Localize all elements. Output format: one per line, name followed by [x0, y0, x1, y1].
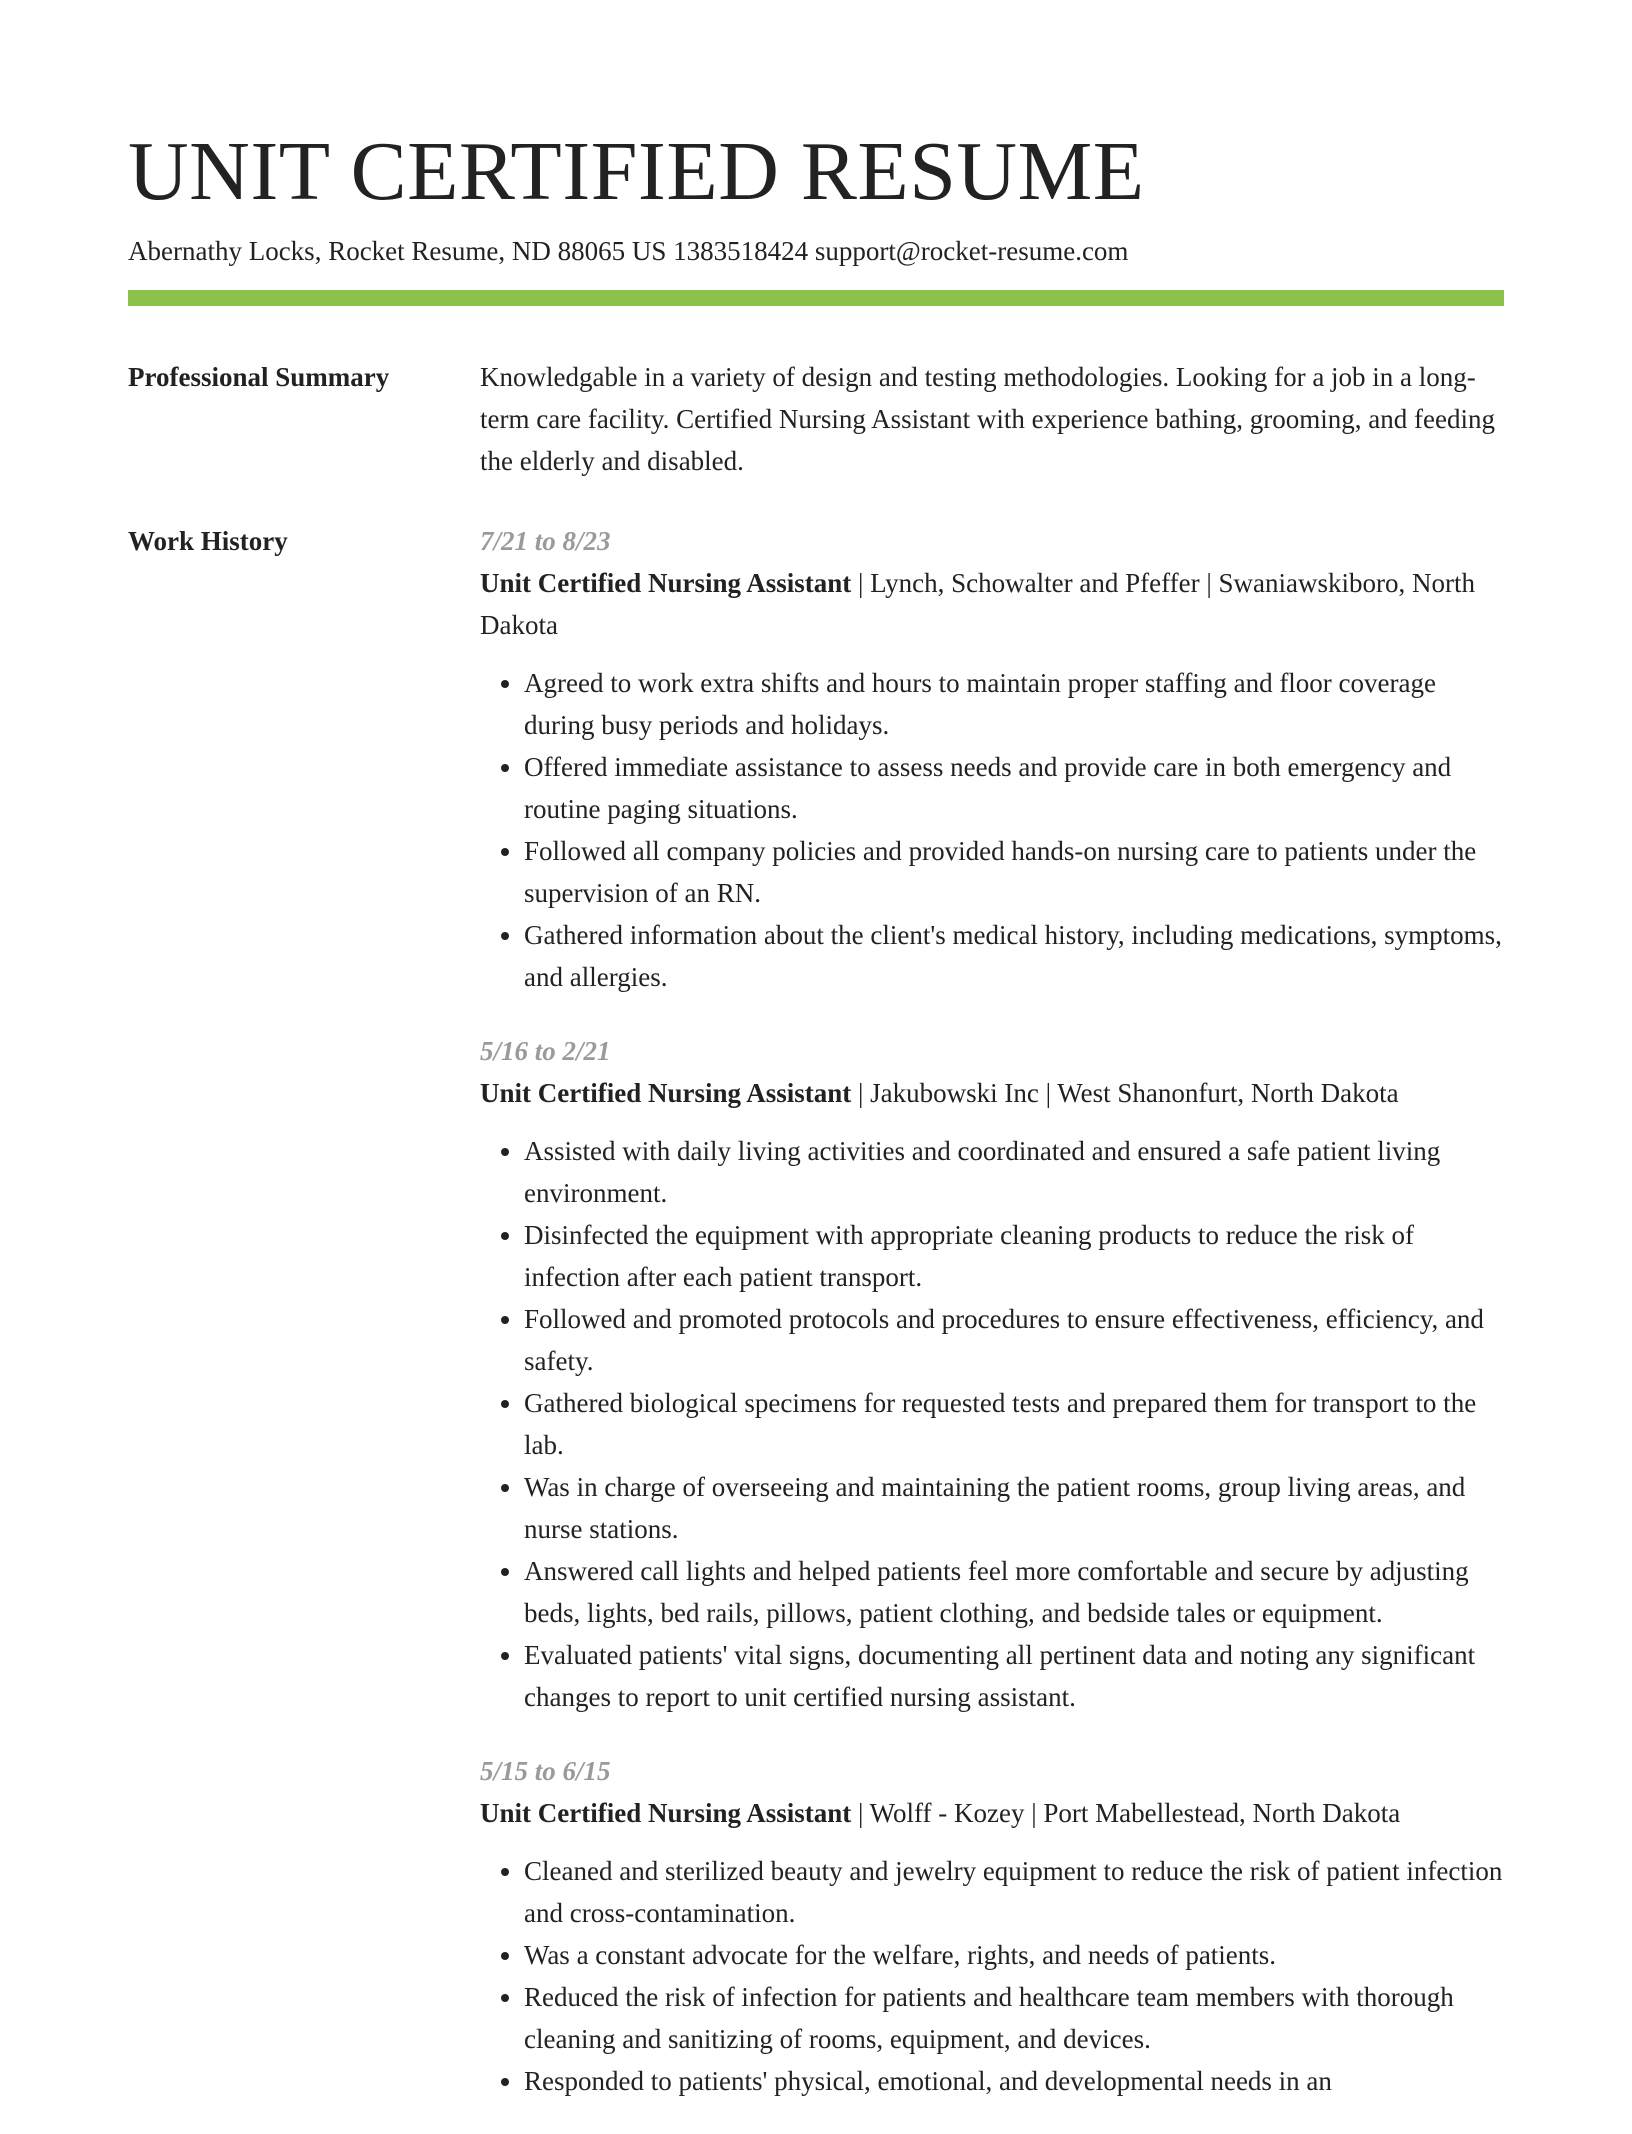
- job-bullet: • Agreed to work extra shifts and hours to maintain proper staffing and floor coverage during busy periods and holidays.: [524, 662, 1504, 746]
- accent-divider: [128, 290, 1504, 306]
- job-bullet: • Assisted with daily living activities and coordinated and ensured a safe patient living environment.: [524, 1130, 1504, 1214]
- job-bullet: • Disinfected the equipment with appropriate cleaning products to reduce the risk of infection after each patient transport.: [524, 1214, 1504, 1298]
- job-bullet: • Responded to patients' physical, emotional, and developmental needs in an: [524, 2060, 1504, 2102]
- job-company-location: | Jakubowski Inc | West Shanonfurt, North Dakota: [851, 1078, 1399, 1108]
- work-history-section: [128, 520, 1504, 2134]
- job-title: Unit Certified Nursing Assistant: [480, 1798, 852, 1828]
- job-bullet: • Cleaned and sterilized beauty and jewelry equipment to reduce the risk of patient infection and cross-contamination.: [524, 1850, 1504, 1934]
- job-dates: 5/15 to 6/15: [480, 1756, 611, 1786]
- job-entry: [480, 520, 1504, 998]
- job-bullet: • Followed and promoted protocols and procedures to ensure effectiveness, efficiency, and safety.: [524, 1298, 1504, 1382]
- job-dates: 5/16 to 2/21: [480, 1036, 611, 1066]
- job-entry: [480, 1030, 1504, 1718]
- job-bullets: [480, 1130, 1504, 1718]
- job-bullet: • Was in charge of overseeing and maintaining the patient rooms, group living areas, and nurse stations.: [524, 1466, 1504, 1550]
- job-bullet: • Gathered information about the client's medical history, including medications, symptoms, and allergies.: [524, 914, 1504, 998]
- professional-summary-section: [128, 356, 1504, 482]
- job-bullet: • Was a constant advocate for the welfare, rights, and needs of patients.: [524, 1934, 1504, 1976]
- contact-line: Abernathy Locks, Rocket Resume, ND 88065 US 1383518424 support@rocket-resume.com: [128, 236, 1129, 266]
- resume-page: [128, 0, 1504, 2134]
- job-bullet: • Answered call lights and helped patients feel more comfortable and secure by adjusting beds, lights, bed rails, pillows, patient clothing, and bedside tales or equipment.: [524, 1550, 1504, 1634]
- job-entry: [480, 1750, 1504, 2102]
- job-company-location: | Wolff - Kozey | Port Mabellestead, North Dakota: [851, 1798, 1401, 1828]
- job-heading: [480, 1072, 1504, 1114]
- job-heading: [480, 562, 1504, 646]
- job-title: Unit Certified Nursing Assistant: [480, 568, 852, 598]
- job-bullet: • Followed all company policies and provided hands-on nursing care to patients under the supervision of an RN.: [524, 830, 1504, 914]
- job-bullet: • Evaluated patients' vital signs, documenting all pertinent data and noting any significant changes to report to unit certified nursing assistant.: [524, 1634, 1504, 1718]
- job-bullets: [480, 1850, 1504, 2102]
- summary-text: Knowledgable in a variety of design and testing methodologies. Looking for a job in a long-term care facility. Certified Nursing Assistant with experience bathing, grooming, and feeding the elderly and disabled.: [480, 362, 1495, 476]
- job-title: Unit Certified Nursing Assistant: [480, 1078, 852, 1108]
- job-heading: [480, 1792, 1504, 1834]
- resume-title: UNIT CERTIFIED RESUME: [128, 125, 1145, 218]
- job-bullets: [480, 662, 1504, 998]
- job-bullet: • Offered immediate assistance to assess needs and provide care in both emergency and routine paging situations.: [524, 746, 1504, 830]
- job-bullet: • Gathered biological specimens for requested tests and prepared them for transport to the lab.: [524, 1382, 1504, 1466]
- job-company-location: | Lynch, Schowalter and Pfeffer | Swaniawskiboro, North Dakota: [480, 568, 1475, 640]
- work-history-list: [480, 520, 1504, 2134]
- job-dates: 7/21 to 8/23: [480, 526, 611, 556]
- section-label-work-history: Work History: [128, 526, 288, 556]
- section-label-summary: Professional Summary: [128, 362, 390, 392]
- job-bullet: • Reduced the risk of infection for patients and healthcare team members with thorough cleaning and sanitizing of rooms, equipment, and devices.: [524, 1976, 1504, 2060]
